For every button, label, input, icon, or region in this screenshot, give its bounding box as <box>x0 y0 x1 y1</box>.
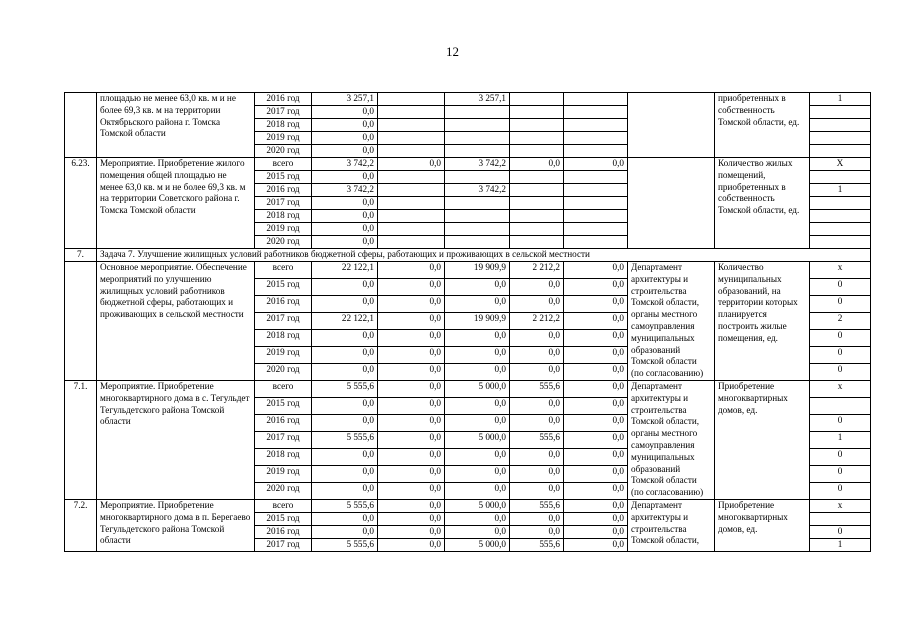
regional-budget-cell: 0,0 <box>445 363 510 380</box>
table-row <box>65 380 871 397</box>
federal-budget-cell: 0,0 <box>378 414 445 431</box>
total-cell: 0,0 <box>312 236 378 249</box>
local-budget-cell: 0,0 <box>510 448 564 465</box>
total-cell: 5 555,6 <box>312 431 378 448</box>
federal-budget-cell: 0,0 <box>378 158 445 171</box>
total-cell: 0,0 <box>312 363 378 380</box>
indicator-value-cell <box>810 197 871 210</box>
local-budget-cell: 0,0 <box>510 278 564 295</box>
total-cell: 0,0 <box>312 132 378 145</box>
executor-cell <box>628 158 715 249</box>
total-cell: 5 555,6 <box>312 538 378 551</box>
year-cell: 2016 год <box>255 525 312 538</box>
local-budget-cell: 0,0 <box>510 397 564 414</box>
local-budget-cell <box>510 93 564 106</box>
extrabudgetary-cell <box>564 184 628 197</box>
extrabudgetary-cell: 0,0 <box>564 465 628 482</box>
total-cell: 0,0 <box>312 346 378 363</box>
regional-budget-cell: 5 000,0 <box>445 499 510 512</box>
total-cell: 0,0 <box>312 525 378 538</box>
executor-cell: Департамент архитектуры и строительства Томской области, <box>628 499 715 551</box>
total-cell: 0,0 <box>312 210 378 223</box>
total-cell: 0,0 <box>312 295 378 312</box>
item-number <box>65 93 97 158</box>
extrabudgetary-cell: 0,0 <box>564 431 628 448</box>
extrabudgetary-cell: 0,0 <box>564 363 628 380</box>
total-cell: 22 122,1 <box>312 312 378 329</box>
regional-budget-cell: 0,0 <box>445 278 510 295</box>
extrabudgetary-cell: 0,0 <box>564 512 628 525</box>
federal-budget-cell: 0,0 <box>378 262 445 279</box>
indicator-value-cell: 0 <box>810 278 871 295</box>
regional-budget-cell: 0,0 <box>445 525 510 538</box>
federal-budget-cell: 0,0 <box>378 329 445 346</box>
local-budget-cell: 555,6 <box>510 431 564 448</box>
item-name: Мероприятие. Приобретение многоквартирного дома в с. Тегульдет Тегульдетского района Томской области <box>97 380 255 499</box>
task-number: 7. <box>65 249 97 262</box>
indicator-value-cell: 0 <box>810 448 871 465</box>
year-cell: 2015 год <box>255 397 312 414</box>
federal-budget-cell: 0,0 <box>378 346 445 363</box>
regional-budget-cell: 19 909,9 <box>445 312 510 329</box>
federal-budget-cell <box>378 132 445 145</box>
regional-budget-cell: 5 000,0 <box>445 538 510 551</box>
federal-budget-cell <box>378 93 445 106</box>
year-cell: 2019 год <box>255 132 312 145</box>
task-title: Задача 7. Улучшение жилищных условий работников бюджетной сферы, работающих и проживающих в сельской местности <box>97 249 871 262</box>
indicator-value-cell <box>810 512 871 525</box>
regional-budget-cell: 0,0 <box>445 512 510 525</box>
indicator-value-cell: 2 <box>810 312 871 329</box>
indicator-name-cell: приобретенных в собственность Томской области, ед. <box>715 93 810 158</box>
total-cell: 3 742,2 <box>312 184 378 197</box>
regional-budget-cell: 5 000,0 <box>445 431 510 448</box>
item-number: 7.1. <box>65 380 97 499</box>
extrabudgetary-cell: 0,0 <box>564 158 628 171</box>
indicator-value-cell <box>810 236 871 249</box>
indicator-name-cell: Приобретение многоквартирных домов, ед. <box>715 499 810 551</box>
executor-cell <box>628 93 715 158</box>
extrabudgetary-cell <box>564 145 628 158</box>
federal-budget-cell: 0,0 <box>378 397 445 414</box>
federal-budget-cell: 0,0 <box>378 499 445 512</box>
local-budget-cell: 0,0 <box>510 329 564 346</box>
regional-budget-cell: 0,0 <box>445 346 510 363</box>
federal-budget-cell: 0,0 <box>378 525 445 538</box>
indicator-value-cell: 1 <box>810 93 871 106</box>
federal-budget-cell <box>378 145 445 158</box>
regional-budget-cell <box>445 223 510 236</box>
year-cell: всего <box>255 158 312 171</box>
indicator-name-cell: Количество жилых помещений, приобретенных в собственность Томской области, ед. <box>715 158 810 249</box>
extrabudgetary-cell <box>564 223 628 236</box>
extrabudgetary-cell: 0,0 <box>564 482 628 499</box>
item-number <box>65 262 97 381</box>
total-cell: 0,0 <box>312 482 378 499</box>
year-cell: 2020 год <box>255 236 312 249</box>
indicator-value-cell: х <box>810 499 871 512</box>
total-cell: 0,0 <box>312 465 378 482</box>
local-budget-cell: 2 212,2 <box>510 312 564 329</box>
total-cell: 3 742,2 <box>312 158 378 171</box>
item-name: Основное мероприятие. Обеспечение мероприятий по улучшению жилищных условий работников бюджетной сферы, работающих и проживающих в сельской местности <box>97 262 255 381</box>
federal-budget-cell: 0,0 <box>378 431 445 448</box>
extrabudgetary-cell: 0,0 <box>564 295 628 312</box>
item-number: 6.23. <box>65 158 97 249</box>
item-name: Мероприятие. Приобретение многоквартирного дома в п. Берегаево Тегульдетского района Томской области <box>97 499 255 551</box>
federal-budget-cell <box>378 197 445 210</box>
regional-budget-cell: 3 257,1 <box>445 93 510 106</box>
table-row <box>65 262 871 279</box>
year-cell: 2017 год <box>255 538 312 551</box>
year-cell: 2017 год <box>255 197 312 210</box>
total-cell: 22 122,1 <box>312 262 378 279</box>
federal-budget-cell: 0,0 <box>378 380 445 397</box>
year-cell: всего <box>255 262 312 279</box>
total-cell: 0,0 <box>312 119 378 132</box>
extrabudgetary-cell: 0,0 <box>564 525 628 538</box>
federal-budget-cell: 0,0 <box>378 363 445 380</box>
year-cell: 2018 год <box>255 210 312 223</box>
regional-budget-cell: 0,0 <box>445 295 510 312</box>
regional-budget-cell: 0,0 <box>445 465 510 482</box>
federal-budget-cell <box>378 119 445 132</box>
year-cell: 2016 год <box>255 295 312 312</box>
indicator-value-cell: 0 <box>810 525 871 538</box>
indicator-value-cell: 0 <box>810 465 871 482</box>
extrabudgetary-cell <box>564 210 628 223</box>
federal-budget-cell <box>378 171 445 184</box>
extrabudgetary-cell: 0,0 <box>564 538 628 551</box>
local-budget-cell <box>510 223 564 236</box>
year-cell: всего <box>255 380 312 397</box>
total-cell: 0,0 <box>312 145 378 158</box>
regional-budget-cell <box>445 132 510 145</box>
indicator-value-cell: Х <box>810 158 871 171</box>
regional-budget-cell <box>445 106 510 119</box>
local-budget-cell: 0,0 <box>510 363 564 380</box>
indicator-value-cell: 0 <box>810 346 871 363</box>
local-budget-cell: 0,0 <box>510 158 564 171</box>
executor-cell: Департамент архитектуры и строительства Томской области, органы местного самоуправления муниципальных образований Томской области (по согласованию) <box>628 262 715 381</box>
table-row <box>65 158 871 171</box>
total-cell: 0,0 <box>312 106 378 119</box>
year-cell: 2016 год <box>255 93 312 106</box>
federal-budget-cell: 0,0 <box>378 278 445 295</box>
total-cell: 5 555,6 <box>312 380 378 397</box>
local-budget-cell <box>510 119 564 132</box>
local-budget-cell: 0,0 <box>510 512 564 525</box>
indicator-value-cell <box>810 119 871 132</box>
local-budget-cell <box>510 106 564 119</box>
local-budget-cell <box>510 171 564 184</box>
extrabudgetary-cell: 0,0 <box>564 312 628 329</box>
regional-budget-cell: 0,0 <box>445 448 510 465</box>
federal-budget-cell: 0,0 <box>378 448 445 465</box>
extrabudgetary-cell: 0,0 <box>564 329 628 346</box>
regional-budget-cell <box>445 236 510 249</box>
year-cell: 2019 год <box>255 346 312 363</box>
local-budget-cell: 555,6 <box>510 380 564 397</box>
extrabudgetary-cell: 0,0 <box>564 262 628 279</box>
indicator-value-cell: 1 <box>810 538 871 551</box>
local-budget-cell: 0,0 <box>510 465 564 482</box>
year-cell: 2015 год <box>255 278 312 295</box>
indicator-value-cell <box>810 145 871 158</box>
local-budget-cell <box>510 184 564 197</box>
year-cell: 2020 год <box>255 145 312 158</box>
federal-budget-cell: 0,0 <box>378 465 445 482</box>
year-cell: 2019 год <box>255 223 312 236</box>
table-row <box>65 499 871 512</box>
year-cell: 2020 год <box>255 363 312 380</box>
year-cell: 2016 год <box>255 414 312 431</box>
indicator-value-cell <box>810 132 871 145</box>
regional-budget-cell: 3 742,2 <box>445 184 510 197</box>
extrabudgetary-cell: 0,0 <box>564 397 628 414</box>
item-name: площадью не менее 63,0 кв. м и не более 69,3 кв. м на территории Октябрьского района г. Томска Томской области <box>97 93 255 158</box>
federal-budget-cell: 0,0 <box>378 482 445 499</box>
indicator-value-cell: 0 <box>810 363 871 380</box>
total-cell: 0,0 <box>312 197 378 210</box>
local-budget-cell <box>510 132 564 145</box>
extrabudgetary-cell: 0,0 <box>564 346 628 363</box>
extrabudgetary-cell: 0,0 <box>564 278 628 295</box>
indicator-value-cell: х <box>810 380 871 397</box>
federal-budget-cell <box>378 106 445 119</box>
indicator-name-cell: Приобретение многоквартирных домов, ед. <box>715 380 810 499</box>
regional-budget-cell: 19 909,9 <box>445 262 510 279</box>
regional-budget-cell: 0,0 <box>445 414 510 431</box>
extrabudgetary-cell <box>564 236 628 249</box>
year-cell: 2018 год <box>255 329 312 346</box>
local-budget-cell <box>510 145 564 158</box>
indicator-value-cell <box>810 106 871 119</box>
regional-budget-cell <box>445 171 510 184</box>
local-budget-cell: 555,6 <box>510 499 564 512</box>
year-cell: 2020 год <box>255 482 312 499</box>
indicator-value-cell <box>810 397 871 414</box>
year-cell: 2018 год <box>255 448 312 465</box>
federal-budget-cell <box>378 184 445 197</box>
year-cell: 2017 год <box>255 312 312 329</box>
local-budget-cell: 0,0 <box>510 525 564 538</box>
year-cell: 2016 год <box>255 184 312 197</box>
extrabudgetary-cell <box>564 197 628 210</box>
federal-budget-cell: 0,0 <box>378 538 445 551</box>
local-budget-cell: 2 212,2 <box>510 262 564 279</box>
local-budget-cell <box>510 197 564 210</box>
table-row <box>65 93 871 106</box>
extrabudgetary-cell: 0,0 <box>564 499 628 512</box>
total-cell: 0,0 <box>312 512 378 525</box>
indicator-value-cell <box>810 210 871 223</box>
local-budget-cell: 0,0 <box>510 295 564 312</box>
year-cell: всего <box>255 499 312 512</box>
regional-budget-cell: 5 000,0 <box>445 380 510 397</box>
federal-budget-cell: 0,0 <box>378 295 445 312</box>
indicator-value-cell: 1 <box>810 184 871 197</box>
item-number: 7.2. <box>65 499 97 551</box>
page-number: 12 <box>446 44 459 59</box>
year-cell: 2017 год <box>255 106 312 119</box>
extrabudgetary-cell <box>564 106 628 119</box>
item-name: Мероприятие. Приобретение жилого помещения общей площадью не менее 63,0 кв. м и не более 69,3 кв. м на территории Советского района г. Томска Томской области <box>97 158 255 249</box>
regional-budget-cell <box>445 119 510 132</box>
federal-budget-cell <box>378 210 445 223</box>
local-budget-cell: 0,0 <box>510 414 564 431</box>
indicator-value-cell: х <box>810 262 871 279</box>
local-budget-cell <box>510 210 564 223</box>
extrabudgetary-cell: 0,0 <box>564 380 628 397</box>
indicator-name-cell: Количество муниципальных образований, на территории которых планируется построить жилые помещения, ед. <box>715 262 810 381</box>
total-cell: 3 257,1 <box>312 93 378 106</box>
task-row <box>65 249 871 262</box>
indicator-value-cell: 1 <box>810 431 871 448</box>
executor-cell: Департамент архитектуры и строительства Томской области, органы местного самоуправления муниципальных образований Томской области (по согласованию) <box>628 380 715 499</box>
federal-budget-cell <box>378 236 445 249</box>
year-cell: 2018 год <box>255 119 312 132</box>
program-table <box>64 92 871 552</box>
indicator-value-cell <box>810 171 871 184</box>
extrabudgetary-cell <box>564 119 628 132</box>
total-cell: 0,0 <box>312 397 378 414</box>
total-cell: 5 555,6 <box>312 499 378 512</box>
regional-budget-cell <box>445 197 510 210</box>
indicator-value-cell: 0 <box>810 482 871 499</box>
regional-budget-cell: 0,0 <box>445 329 510 346</box>
federal-budget-cell: 0,0 <box>378 312 445 329</box>
extrabudgetary-cell <box>564 132 628 145</box>
regional-budget-cell <box>445 145 510 158</box>
total-cell: 0,0 <box>312 414 378 431</box>
extrabudgetary-cell: 0,0 <box>564 448 628 465</box>
extrabudgetary-cell <box>564 93 628 106</box>
extrabudgetary-cell <box>564 171 628 184</box>
total-cell: 0,0 <box>312 448 378 465</box>
indicator-value-cell: 0 <box>810 414 871 431</box>
total-cell: 0,0 <box>312 171 378 184</box>
federal-budget-cell <box>378 223 445 236</box>
indicator-value-cell: 0 <box>810 295 871 312</box>
local-budget-cell: 0,0 <box>510 482 564 499</box>
local-budget-cell: 0,0 <box>510 346 564 363</box>
indicator-value-cell <box>810 223 871 236</box>
local-budget-cell: 555,6 <box>510 538 564 551</box>
regional-budget-cell: 0,0 <box>445 397 510 414</box>
extrabudgetary-cell: 0,0 <box>564 414 628 431</box>
total-cell: 0,0 <box>312 223 378 236</box>
year-cell: 2019 год <box>255 465 312 482</box>
regional-budget-cell: 0,0 <box>445 482 510 499</box>
regional-budget-cell: 3 742,2 <box>445 158 510 171</box>
total-cell: 0,0 <box>312 329 378 346</box>
federal-budget-cell: 0,0 <box>378 512 445 525</box>
local-budget-cell <box>510 236 564 249</box>
total-cell: 0,0 <box>312 278 378 295</box>
year-cell: 2015 год <box>255 171 312 184</box>
regional-budget-cell <box>445 210 510 223</box>
year-cell: 2015 год <box>255 512 312 525</box>
indicator-value-cell: 0 <box>810 329 871 346</box>
year-cell: 2017 год <box>255 431 312 448</box>
